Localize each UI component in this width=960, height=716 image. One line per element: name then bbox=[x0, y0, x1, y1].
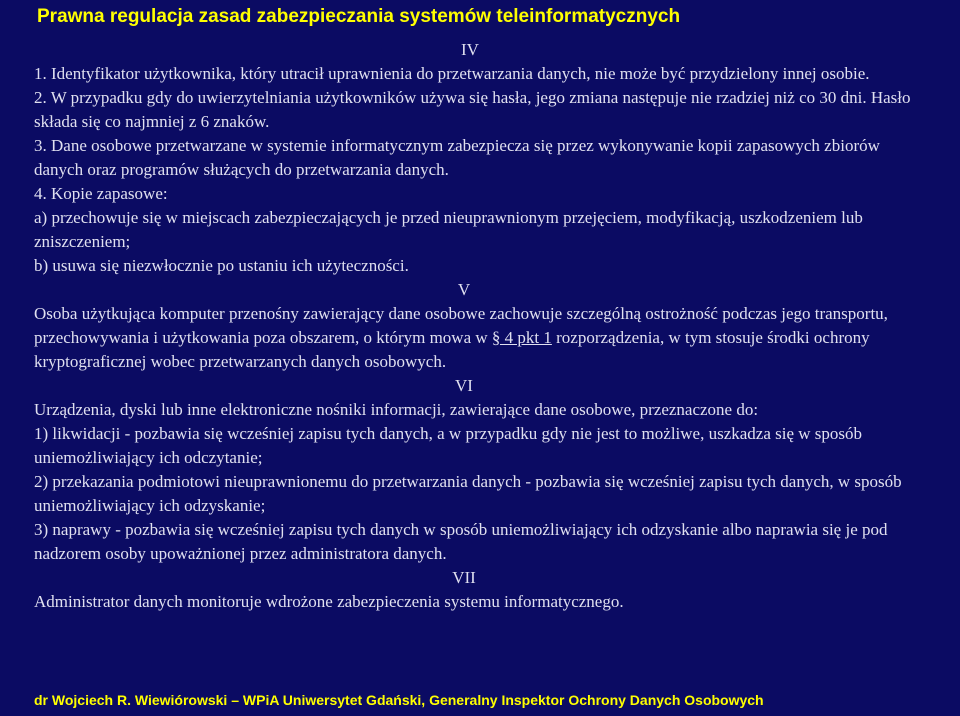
paragraph-iv-4a: a) przechowuje się w miejscach zabezpieczających je przed nieuprawnionym przejęciem, modyfikacją, uszkodzeniem lub zniszczeniem; bbox=[34, 208, 863, 251]
paragraph-iv-4b: b) usuwa się niezwłocznie po ustaniu ich użyteczności. bbox=[34, 256, 409, 275]
paragraph-vi-1: 1) likwidacji - pozbawia się wcześniej zapisu tych danych, a w przypadku gdy nie jest to możliwe, uszkadza się w sposób uniemożliwiający ich odczytanie; bbox=[34, 424, 863, 467]
section-heading-vi: VI bbox=[455, 376, 473, 395]
paragraph-iv-1: 1. Identyfikator użytkownika, który utracił uprawnienia do przetwarzania danych, nie może być przydzielony innej osobie. bbox=[34, 64, 870, 83]
section-heading-v: V bbox=[457, 280, 471, 299]
paragraph-vii: Administrator danych monitoruje wdrożone zabezpieczenia systemu informatycznego. bbox=[34, 592, 624, 611]
slide-footer: dr Wojciech R. Wiewiórowski – WPiA Uniwersytet Gdański, Generalny Inspektor Ochrony Danych Osobowych bbox=[34, 692, 764, 708]
paragraph-iv-4: 4. Kopie zapasowe: bbox=[34, 184, 168, 203]
paragraph-v-text-after: rozporządzenia, w tym stosuje środki ochrony kryptograficznej wobec przetwarzanych danych osobowych. bbox=[34, 328, 870, 371]
paragraph-iv-2: 2. W przypadku gdy do uwierzytelniania użytkowników używa się hasła, jego zmiana następuje nie rzadziej niż co 30 dni. Hasło składa się co najmniej z 6 znaków. bbox=[34, 88, 911, 131]
slide-body bbox=[34, 38, 914, 614]
section-heading-vii: VII bbox=[452, 568, 476, 587]
paragraph-v-text-before: Osoba użytkująca komputer przenośny zawierający dane osobowe zachowuje szczególną ostrożność podczas jego transportu, przechowywania i użytkowania poza obszarem, o którym mowa w bbox=[34, 304, 888, 347]
paragraph-vi-3: 3) naprawy - pozbawia się wcześniej zapisu tych danych w sposób uniemożliwiający ich odzyskanie albo naprawia się je pod nadzorem osoby upoważnionej przez administratora danych. bbox=[34, 520, 888, 563]
section-heading-iv: IV bbox=[461, 40, 479, 59]
paragraph-iv-3: 3. Dane osobowe przetwarzane w systemie informatycznym zabezpiecza się przez wykonywanie kopii zapasowych zbiorów danych oraz programów służących do przetwarzania danych. bbox=[34, 136, 880, 179]
paragraph-vi-2: 2) przekazania podmiotowi nieuprawnionemu do przetwarzania danych - pozbawia się wcześniej zapisu tych danych, w sposób uniemożliwiający ich odzyskanie; bbox=[34, 472, 902, 515]
regulation-link[interactable]: § 4 pkt 1 bbox=[491, 328, 552, 347]
paragraph-v bbox=[34, 302, 914, 374]
slide-title: Prawna regulacja zasad zabezpieczania systemów teleinformatycznych bbox=[37, 6, 681, 27]
paragraph-vi-intro: Urządzenia, dyski lub inne elektroniczne nośniki informacji, zawierające dane osobowe, przeznaczone do: bbox=[34, 400, 759, 419]
